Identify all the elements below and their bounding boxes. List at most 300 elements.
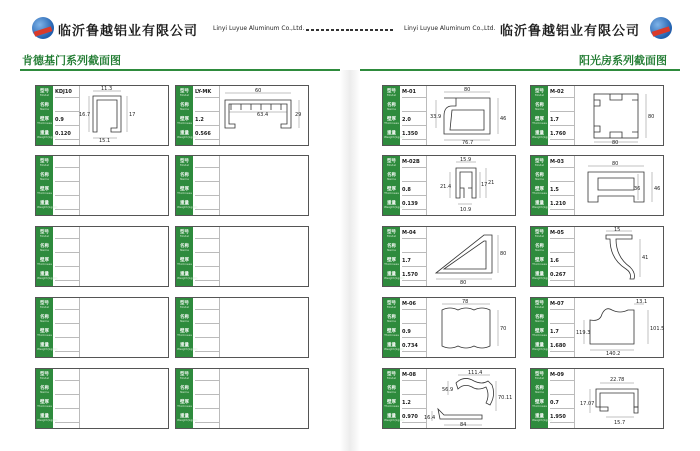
- label-en: Model: [534, 376, 544, 380]
- label-en: Weight(kg/m): [177, 347, 198, 351]
- label-cn: 名称: [535, 315, 544, 320]
- label-en: Model: [386, 376, 396, 380]
- card-name-value: [550, 312, 574, 324]
- label-cn: 重量: [180, 272, 189, 277]
- label-en: Weight(kg/m): [384, 135, 405, 139]
- card-name-value: [402, 170, 426, 182]
- profile-card: [382, 368, 516, 429]
- card-label-column: [176, 369, 198, 428]
- label-en: Thickness: [532, 333, 547, 337]
- right-title-line: [360, 69, 680, 71]
- header-rule: [306, 29, 350, 31]
- label-en: Weight(kg/m): [532, 276, 553, 280]
- label-cn: 壁厚: [180, 258, 189, 263]
- label-cn: 重量: [180, 201, 189, 206]
- profile-card: [175, 297, 309, 358]
- card-model-value: M-01: [402, 86, 426, 98]
- card-label-thickness: [532, 400, 547, 408]
- profile-section-svg: [428, 229, 514, 284]
- dimension-label: 15.7: [614, 420, 626, 426]
- dimension-label: 84: [460, 422, 467, 428]
- label-en: Thickness: [177, 262, 192, 266]
- card-label-model: [37, 159, 52, 167]
- label-en: Thickness: [532, 191, 547, 195]
- label-en: Weight(kg/m): [384, 418, 405, 422]
- card-label-name: [384, 315, 399, 323]
- label-cn: 重量: [535, 131, 544, 136]
- label-cn: 壁厚: [535, 329, 544, 334]
- label-en: Thickness: [177, 121, 192, 125]
- profile-card: [35, 297, 169, 358]
- card-label-name: [532, 173, 547, 181]
- label-cn: 型号: [535, 301, 544, 306]
- label-en: Name: [180, 107, 189, 111]
- label-cn: 名称: [535, 244, 544, 249]
- label-cn: 名称: [40, 173, 49, 178]
- left-title-line: [20, 69, 340, 71]
- card-thickness-value: [195, 255, 219, 267]
- label-en: Name: [535, 319, 544, 323]
- card-label-weight: [384, 201, 405, 209]
- profile-drawing: [428, 229, 514, 284]
- card-weight-value: 1.350: [402, 128, 426, 140]
- profile-drawing: [424, 370, 514, 428]
- label-cn: 名称: [180, 103, 189, 108]
- card-label-thickness: [532, 258, 547, 266]
- label-en: Weight(kg/m): [177, 135, 198, 139]
- card-name-value: [195, 383, 219, 395]
- label-cn: 壁厚: [387, 400, 396, 405]
- label-en: Weight(kg/m): [37, 205, 58, 209]
- label-cn: 名称: [180, 244, 189, 249]
- card-weight-value: [55, 340, 79, 352]
- label-en: Thickness: [37, 121, 52, 125]
- label-cn: 重量: [180, 414, 189, 419]
- card-divider: [574, 298, 575, 357]
- card-label-column: [36, 86, 58, 145]
- card-weight-value: [55, 198, 79, 210]
- label-cn: 壁厚: [40, 187, 49, 192]
- card-thickness-value: 2.0: [402, 114, 426, 126]
- card-divider: [219, 156, 220, 215]
- label-en: Thickness: [37, 262, 52, 266]
- card-thickness-value: 0.9: [55, 114, 79, 126]
- card-thickness-value: 1.7: [550, 114, 574, 126]
- profile-drawing: [81, 88, 167, 143]
- profile-card: [175, 226, 309, 287]
- label-cn: 重量: [180, 131, 189, 136]
- card-label-thickness: [177, 258, 192, 266]
- card-thickness-value: [195, 184, 219, 196]
- label-cn: 壁厚: [180, 400, 189, 405]
- dimension-label: 21: [488, 180, 495, 186]
- card-divider: [574, 86, 575, 145]
- card-label-name: [384, 173, 399, 181]
- label-cn: 型号: [40, 89, 49, 94]
- card-label-model: [177, 372, 192, 380]
- label-en: Model: [179, 234, 189, 238]
- dimension-label: 16.7: [79, 112, 91, 118]
- card-thickness-value: 1.7: [402, 255, 426, 267]
- label-cn: 型号: [40, 301, 49, 306]
- label-cn: 名称: [40, 103, 49, 108]
- dimension-label: 140.2: [606, 351, 621, 357]
- profile-card: [382, 85, 516, 146]
- profile-section-svg: [576, 371, 662, 426]
- profile-drawing: [221, 371, 307, 426]
- profile-drawing: [576, 88, 662, 146]
- dimension-label: 101.5: [650, 326, 665, 332]
- card-model-value: M-03: [550, 156, 574, 168]
- dimension-label: 41: [642, 255, 649, 261]
- profile-card: [530, 226, 664, 287]
- dimension-label: 13.1: [636, 299, 648, 305]
- profile-drawing: [428, 300, 514, 355]
- card-label-column: [383, 86, 405, 145]
- card-label-column: [531, 227, 553, 286]
- profile-section-svg: [81, 88, 167, 143]
- profile-drawing: [221, 300, 307, 355]
- label-cn: 名称: [387, 386, 396, 391]
- card-label-name: [532, 386, 547, 394]
- card-label-model: [532, 89, 547, 97]
- card-name-value: [195, 241, 219, 253]
- profile-drawing: [221, 158, 307, 213]
- card-label-column: [383, 227, 405, 286]
- profile-section-svg: [428, 158, 514, 213]
- card-divider: [79, 156, 80, 215]
- dimension-label: 46: [500, 116, 507, 122]
- label-cn: 重量: [535, 272, 544, 277]
- label-cn: 壁厚: [40, 117, 49, 122]
- dimension-label: 80: [464, 87, 471, 93]
- label-en: Name: [180, 390, 189, 394]
- card-model-value: [55, 298, 79, 310]
- card-label-thickness: [384, 400, 399, 408]
- card-label-column: [383, 156, 405, 215]
- card-weight-value: [195, 340, 219, 352]
- card-weight-value: 0.267: [550, 269, 574, 281]
- card-label-model: [532, 372, 547, 380]
- card-weight-value: [55, 269, 79, 281]
- card-label-column: [176, 227, 198, 286]
- card-model-value: [195, 298, 219, 310]
- label-cn: 壁厚: [40, 400, 49, 405]
- dimension-label: 70.11: [498, 395, 513, 401]
- label-cn: 名称: [387, 315, 396, 320]
- dimension-label: 36: [634, 186, 641, 192]
- card-label-name: [177, 103, 192, 111]
- profile-card: [382, 155, 516, 216]
- dimension-label: 46: [654, 186, 661, 192]
- label-cn: 重量: [387, 131, 396, 136]
- card-label-column: [531, 298, 553, 357]
- dimension-label: 17: [481, 182, 488, 188]
- label-en: Model: [39, 234, 49, 238]
- card-weight-value: 0.734: [402, 340, 426, 352]
- card-label-model: [384, 159, 399, 167]
- card-label-model: [37, 372, 52, 380]
- card-label-model: [532, 159, 547, 167]
- card-weight-value: [55, 411, 79, 423]
- label-en: Thickness: [532, 262, 547, 266]
- card-weight-value: 1.950: [550, 411, 574, 423]
- dimension-label: 56.9: [442, 387, 454, 393]
- profile-card: [35, 368, 169, 429]
- profile-section-svg: [576, 299, 665, 357]
- card-label-model: [37, 230, 52, 238]
- label-cn: 重量: [40, 343, 49, 348]
- card-label-weight: [177, 272, 198, 280]
- card-thickness-value: 1.5: [550, 184, 574, 196]
- card-divider: [426, 298, 427, 357]
- label-en: Name: [180, 177, 189, 181]
- card-model-value: M-05: [550, 227, 574, 239]
- label-en: Thickness: [384, 121, 399, 125]
- label-en: Weight(kg/m): [177, 276, 198, 280]
- dimension-label: 119.3: [576, 330, 591, 336]
- label-en: Name: [40, 177, 49, 181]
- card-thickness-value: [55, 184, 79, 196]
- card-label-model: [37, 89, 52, 97]
- label-en: Name: [387, 390, 396, 394]
- label-en: Thickness: [384, 333, 399, 337]
- card-divider: [219, 369, 220, 428]
- card-label-name: [177, 315, 192, 323]
- card-label-weight: [532, 343, 553, 351]
- dimension-label: 33.9: [430, 114, 442, 120]
- profile-section-svg: [428, 87, 514, 146]
- label-cn: 重量: [535, 201, 544, 206]
- label-cn: 型号: [387, 89, 396, 94]
- label-en: Name: [387, 107, 396, 111]
- label-en: Thickness: [177, 404, 192, 408]
- profile-section-svg: [576, 158, 662, 213]
- label-cn: 名称: [535, 386, 544, 391]
- card-label-name: [37, 386, 52, 394]
- header-rule: [350, 29, 394, 31]
- card-name-value: [55, 312, 79, 324]
- label-cn: 型号: [535, 230, 544, 235]
- label-cn: 重量: [387, 343, 396, 348]
- label-cn: 名称: [180, 173, 189, 178]
- label-cn: 重量: [180, 343, 189, 348]
- label-cn: 型号: [180, 89, 189, 94]
- right-page: [350, 0, 700, 451]
- card-label-weight: [532, 272, 553, 280]
- right-section-title: 阳光房系列截面图: [579, 54, 667, 67]
- dimension-label: 60: [255, 88, 262, 94]
- label-en: Weight(kg/m): [532, 418, 553, 422]
- profile-drawing: [576, 299, 665, 357]
- card-label-thickness: [37, 258, 52, 266]
- label-en: Weight(kg/m): [177, 418, 198, 422]
- card-thickness-value: 1.6: [550, 255, 574, 267]
- dimension-label: 16.4: [424, 415, 436, 421]
- card-label-column: [531, 156, 553, 215]
- card-weight-value: 1.760: [550, 128, 574, 140]
- card-label-column: [36, 369, 58, 428]
- card-label-column: [383, 298, 405, 357]
- label-cn: 名称: [387, 244, 396, 249]
- card-label-column: [531, 369, 553, 428]
- card-label-weight: [37, 343, 58, 351]
- card-thickness-value: 0.9: [402, 326, 426, 338]
- profile-section-svg: [221, 88, 307, 143]
- label-en: Thickness: [177, 191, 192, 195]
- card-label-thickness: [384, 117, 399, 125]
- dimension-label: 21.4: [440, 184, 452, 190]
- card-model-value: [195, 227, 219, 239]
- label-en: Weight(kg/m): [37, 276, 58, 280]
- card-label-model: [384, 230, 399, 238]
- card-label-column: [383, 369, 405, 428]
- label-en: Model: [39, 376, 49, 380]
- card-label-model: [177, 159, 192, 167]
- profile-card: [382, 297, 516, 358]
- card-label-thickness: [177, 187, 192, 195]
- card-model-value: [195, 369, 219, 381]
- label-cn: 壁厚: [387, 329, 396, 334]
- card-model-value: M-07: [550, 298, 574, 310]
- label-en: Thickness: [37, 404, 52, 408]
- label-en: Model: [534, 305, 544, 309]
- card-thickness-value: 1.7: [550, 326, 574, 338]
- profile-section-svg: [424, 370, 514, 428]
- label-en: Thickness: [177, 333, 192, 337]
- label-cn: 壁厚: [535, 400, 544, 405]
- card-weight-value: [195, 269, 219, 281]
- dimension-label: 15: [614, 227, 621, 233]
- dimension-label: 15.1: [99, 138, 111, 144]
- label-cn: 壁厚: [535, 187, 544, 192]
- card-model-value: [55, 156, 79, 168]
- left-section-title: 肯德基门系列截面图: [22, 54, 121, 67]
- card-label-weight: [532, 201, 553, 209]
- card-label-name: [532, 103, 547, 111]
- card-model-value: [55, 227, 79, 239]
- profile-card: [175, 155, 309, 216]
- label-en: Name: [535, 107, 544, 111]
- card-name-value: [550, 100, 574, 112]
- label-en: Name: [40, 107, 49, 111]
- card-label-thickness: [532, 187, 547, 195]
- card-label-model: [177, 230, 192, 238]
- card-label-thickness: [37, 329, 52, 337]
- label-en: Name: [40, 319, 49, 323]
- dimension-label: 22.78: [610, 377, 625, 383]
- label-en: Thickness: [384, 262, 399, 266]
- card-thickness-value: 1.2: [195, 114, 219, 126]
- card-label-column: [531, 86, 553, 145]
- profile-card: [35, 155, 169, 216]
- profile-section-svg: [576, 88, 662, 146]
- card-label-model: [384, 301, 399, 309]
- card-label-name: [384, 386, 399, 394]
- card-label-name: [384, 244, 399, 252]
- label-cn: 壁厚: [40, 329, 49, 334]
- card-label-weight: [532, 131, 553, 139]
- company-name-cn: 临沂鲁越铝业有限公司: [500, 24, 641, 39]
- card-name-value: [402, 383, 426, 395]
- card-label-column: [36, 227, 58, 286]
- profile-drawing: [576, 229, 662, 284]
- label-en: Model: [386, 93, 396, 97]
- card-label-thickness: [37, 400, 52, 408]
- profile-section-svg: [428, 300, 514, 355]
- card-model-value: M-02: [550, 86, 574, 98]
- label-en: Name: [535, 177, 544, 181]
- dimension-label: 63.4: [257, 112, 269, 118]
- dimension-label: 17.07: [580, 401, 595, 407]
- label-en: Weight(kg/m): [384, 276, 405, 280]
- profile-card: [530, 297, 664, 358]
- card-label-weight: [37, 414, 58, 422]
- label-en: Weight(kg/m): [37, 418, 58, 422]
- card-weight-value: [195, 198, 219, 210]
- label-cn: 壁厚: [387, 258, 396, 263]
- label-cn: 重量: [535, 414, 544, 419]
- card-model-value: LY-MK: [195, 86, 219, 98]
- company-logo-icon: [650, 17, 672, 39]
- label-cn: 重量: [535, 343, 544, 348]
- card-divider: [426, 86, 427, 145]
- card-thickness-value: 0.7: [550, 397, 574, 409]
- card-weight-value: [195, 411, 219, 423]
- label-en: Name: [387, 177, 396, 181]
- card-label-model: [532, 230, 547, 238]
- card-divider: [219, 86, 220, 145]
- label-cn: 型号: [40, 159, 49, 164]
- dimension-label: 80: [612, 161, 619, 167]
- company-name-cn: 临沂鲁越铝业有限公司: [58, 24, 199, 39]
- card-label-weight: [384, 343, 405, 351]
- card-label-weight: [177, 343, 198, 351]
- label-cn: 壁厚: [180, 117, 189, 122]
- card-model-value: M-09: [550, 369, 574, 381]
- card-label-weight: [37, 272, 58, 280]
- left-header: [0, 16, 350, 42]
- label-cn: 型号: [180, 372, 189, 377]
- card-label-name: [177, 173, 192, 181]
- card-label-column: [176, 156, 198, 215]
- label-en: Model: [179, 163, 189, 167]
- label-cn: 型号: [387, 301, 396, 306]
- dimension-label: 17: [129, 112, 136, 118]
- card-label-weight: [37, 131, 58, 139]
- label-cn: 壁厚: [180, 187, 189, 192]
- card-label-column: [176, 298, 198, 357]
- label-en: Weight(kg/m): [37, 135, 58, 139]
- card-label-thickness: [532, 329, 547, 337]
- label-cn: 名称: [40, 386, 49, 391]
- label-en: Model: [386, 234, 396, 238]
- label-en: Thickness: [532, 121, 547, 125]
- label-en: Thickness: [37, 191, 52, 195]
- label-cn: 名称: [40, 244, 49, 249]
- card-label-name: [37, 315, 52, 323]
- dimension-label: 70: [500, 326, 507, 332]
- card-model-value: M-08: [402, 369, 426, 381]
- card-label-model: [37, 301, 52, 309]
- dimension-label: 80: [460, 280, 467, 286]
- card-label-model: [177, 301, 192, 309]
- card-label-model: [384, 372, 399, 380]
- profile-drawing: [221, 88, 307, 143]
- profile-drawing: [576, 371, 662, 426]
- card-divider: [79, 369, 80, 428]
- label-cn: 名称: [387, 103, 396, 108]
